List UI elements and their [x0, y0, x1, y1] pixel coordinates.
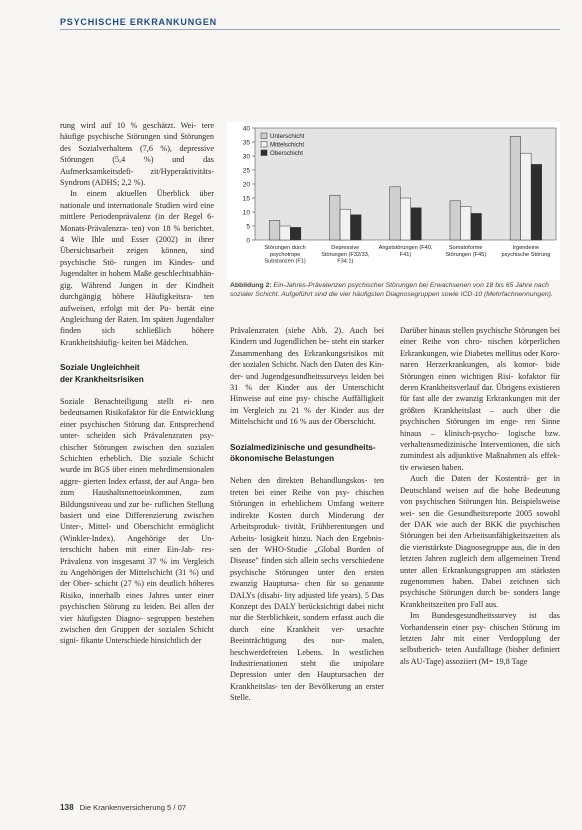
- running-header: PSYCHISCHE ERKRANKUNGEN: [60, 17, 217, 27]
- page-footer: [60, 803, 186, 812]
- bar-mittelschicht-1: [340, 209, 351, 240]
- bar-chart: [227, 122, 560, 280]
- caption-label: Abbildung 2:: [230, 282, 272, 289]
- figure-chart: [227, 122, 560, 280]
- bar-unterschicht-2: [390, 187, 401, 240]
- category-label-0-0: Störungen durch: [264, 245, 306, 251]
- section-heading-2a: Sozialmedizinische und gesundheits-: [230, 442, 376, 452]
- col1-paragraph-1: rung wird auf 10 % geschätzt. Wei- tere häufige psychische Störungen sind Störungen des Sozialverhaltens (7,6 %), depressive Störungen (5,4 %) und das Aufmerksamkeitsdefi- zit/Hyperaktivitäts-Syndrom (ADHS; 2,2 %).: [60, 121, 214, 188]
- col3-paragraph-1: Darüber hinaus stellen psychische Störungen bei einer Reihe von chro- nischen körperlichen Erkrankungen, wie Diabetes mellitus oder Koro- naren Herzerkrankungen, als komor- bide Störungen einen wichtigen Risi- kofaktor für deren Krankheitsverlauf dar. Übrigens existieren für fast alle der zwanzig Erkrankungen mit der größten Krankheitslast – auch über die psychischen Störungen im enge- ren Sinne hinaus – klinisch-psycho- logische bzw. verhaltensmedizinische Interventionen, die sich zumindest als adjunktive Maßnahmen als effek- tiv erwiesen haben.: [400, 326, 560, 472]
- bar-oberschicht-2: [411, 208, 422, 240]
- page-number: 138: [60, 803, 74, 812]
- col2-paragraph-2: Neben den direkten Behandlungskos- ten treten bei einer Reihe von psy- chischen Störungen in erheblichem Umfang weitere indirekte Kosten durch Minderung der Arbeitsproduk- tivität, Frühberentungen und Arbeits- losigkeit hinzu. Nach den Ergebnis- sen der WHO-Studie „Global Burden of Disease" finden sich allein sechs verschiedene psychische Störungen unter den ersten zwanzig Hauptursa- chen für so genannte DALYs (disabi- lity adjusted life years). 5 Das Konzept des DALY berücksichtigt dabei nicht nur die Sterblichkeit, sondern erfasst auch die durch eine Krankheit ver- ursachte Beeinträchtigung des nor- malen, beschwerdefreien Lebens. In westlichen Industrienationen steht die unipolare Depression unter den Hauptursachen der Krankheitslas- ten der Bevölkerung an erster Stelle.: [230, 476, 384, 703]
- footer-source: Die Krankenversicherung 5 / 07: [79, 803, 187, 812]
- header-rule: [60, 29, 560, 30]
- col1-paragraph-3: Soziale Benachteiligung stellt ei- nen bedeutsamen Risikofaktor für die Entwicklung einer psychischen Störung dar. Entsprechend unter- scheiden sich Prävalenzraten psy- chischer Störungen zwischen den sozialen Schichten erheblich. Die soziale Schicht wurde im BGS über einen mehrdimensionalen aggre- gierten Index erfasst, der auf Anga- ben zum Haushaltsnettoeinkommen, zum Bildungsniveau und zur be- ruflichen Stellung basiert und eine Differenzierung zwischen Unter-, Mittel- und Oberschicht ermöglicht (Winkler-Index). Angehörige der Un- terschicht haben mit einer Ein-Jah- res-Prävalenz von insgesamt 37 % im Vergleich zu Angehörigen der Mittelschicht (31 %) und der Ober- schicht (27 %) ein deutlich höheres Risiko, innerhalb eines Jahres unter einer psychischen Störung zu leiden. Bei allen der vier häufigsten Diagno- segruppen bestehen zwischen den Gruppen der sozialen Schicht signi- fikante Unterschiede hinsichtlich der: [60, 396, 214, 646]
- y-tick-label-7: 35: [242, 139, 250, 147]
- bar-oberschicht-0: [290, 227, 301, 240]
- col3-paragraph-2: Auch die Daten der Kostenträ- ger in Deutschland weisen auf die hohe Bedeutung von psychischen Störungen hin. Beispielsweise wei- sen die Gesundheitsreporte 2005 sowohl der DAK wie auch der BKK die psychischen Störungen bei den Arbeitsunfähigkeitszeiten als die viertstärkste Diagnosegruppe aus, die in den letzten Jahren zugleich dem allgemeinen Trend unter allen Erkrankungsgruppen am stärksten zugenommen haben. Dabei zeichnen sich psychische Störungen durch be- sonders lange Krankheitszeiten pro Fall aus.: [400, 474, 560, 609]
- bar-mittelschicht-2: [400, 198, 411, 240]
- y-tick-label-3: 15: [242, 195, 250, 203]
- category-label-1-2: F34.1): [337, 258, 354, 265]
- bar-oberschicht-1: [351, 215, 362, 240]
- bar-mittelschicht-4: [521, 153, 532, 240]
- section-heading-1b: der Krankheitsrisiken: [60, 374, 144, 384]
- bar-unterschicht-0: [269, 220, 280, 240]
- category-label-1-1: Störungen (F32/33,: [321, 251, 370, 258]
- bar-unterschicht-3: [450, 201, 461, 240]
- legend-swatch-0: [261, 133, 267, 139]
- column-3: [400, 325, 560, 667]
- y-tick-label-0: 0: [246, 237, 250, 245]
- figure-caption: [230, 282, 560, 299]
- y-tick-label-4: 20: [242, 181, 250, 189]
- category-label-2-0: Angststörungen (F40,: [378, 245, 433, 251]
- bar-mittelschicht-3: [460, 206, 471, 240]
- bar-oberschicht-3: [471, 213, 482, 240]
- legend-swatch-1: [261, 142, 267, 148]
- bar-oberschicht-4: [531, 164, 542, 240]
- category-label-1-0: Depressive: [331, 245, 360, 251]
- legend-label-1: Mittelschicht: [270, 141, 305, 149]
- y-tick-label-6: 30: [242, 153, 250, 161]
- column-2: [230, 325, 384, 704]
- section-heading-1a: Soziale Ungleichheit: [60, 363, 140, 373]
- caption-text: Ein-Jahres-Prävalenzen psychischer Störungen bei Erwachsenen von 18 bis 65 Jahre nach sozialer Schicht. Aufgeführt sind die vier häufigsten Diagnosegruppen sowie ICD-10 (Mehrfachnennungen).: [230, 282, 553, 298]
- legend-label-2: Oberschicht: [270, 150, 304, 157]
- y-tick-label-2: 10: [242, 209, 250, 217]
- col1-paragraph-2: In einem aktuellen Überblick über nationale und internationale Studien wird eine mittlere Periodenprävalenz (in der Regel 6-Monats-Prävalenzra- ten) von 18 % berichtet. 4 Wie Ihle und Esser (2002) in ihrer Übersichtsarbeit zeigen können, sind psychische Stö- rungen im Kindes- und Jugendalter in hohem Maße geschlechtsabhän- gig. Während Jungen in der Kindheit durchgängig höhere Häufigkeitsra- ten aufweisen, erfolgt mit der Pu- bertät eine Angleichung der Raten. Im späten Jugendalter finden sich schließlich höhere Krankheitshäufig- keiten bei Mädchen.: [60, 189, 214, 347]
- bar-mittelschicht-0: [280, 226, 291, 240]
- col3-paragraph-3: Im Bundesgesundheitssurvey ist das Vorhandensein einer psy- chischen Störung im letzten Jahr mit einer Verdopplung der selbstberich- teten Ausfalltage (bisher definiert als AU-Tage) assoziiert (M= 19,8 Tage: [400, 611, 560, 666]
- y-tick-label-8: 40: [242, 125, 250, 133]
- category-label-3-0: Somatoforme: [448, 245, 483, 251]
- category-label-0-1: psychotrope: [269, 251, 301, 258]
- category-label-4-0: Irgendeine: [512, 245, 540, 251]
- y-tick-label-5: 25: [242, 167, 250, 175]
- category-label-0-2: Substanzen (F1): [264, 258, 306, 265]
- bar-unterschicht-4: [510, 136, 521, 240]
- bar-unterschicht-1: [330, 195, 341, 240]
- legend-swatch-2: [261, 150, 267, 156]
- legend-label-0: Unterschicht: [270, 133, 305, 140]
- section-heading-2b: ökonomische Belastungen: [230, 454, 335, 464]
- category-label-4-1: psychische Störung: [501, 251, 551, 258]
- category-label-3-1: Störungen (F45): [445, 251, 487, 258]
- y-tick-label-1: 5: [246, 223, 250, 231]
- column-1: [60, 120, 214, 647]
- col2-paragraph-1: Prävalenzraten (siehe Abb. 2). Auch bei Kindern und Jugendlichen be- steht ein starker Zusammenhang des Erkrankungsrisikos mit der sozialen Schicht. Nach den Daten des Kin- der- und Jugendgesundheitssurveys leiden bei 31 % der Kinder aus der Unterschicht Hinweise auf eine psy- chische Auffälligkeit im Vergleich zu 21 % der Kinder aus der Mittelschicht und 16 % aus der Oberschicht.: [230, 326, 384, 427]
- category-label-2-1: F41): [399, 251, 412, 258]
